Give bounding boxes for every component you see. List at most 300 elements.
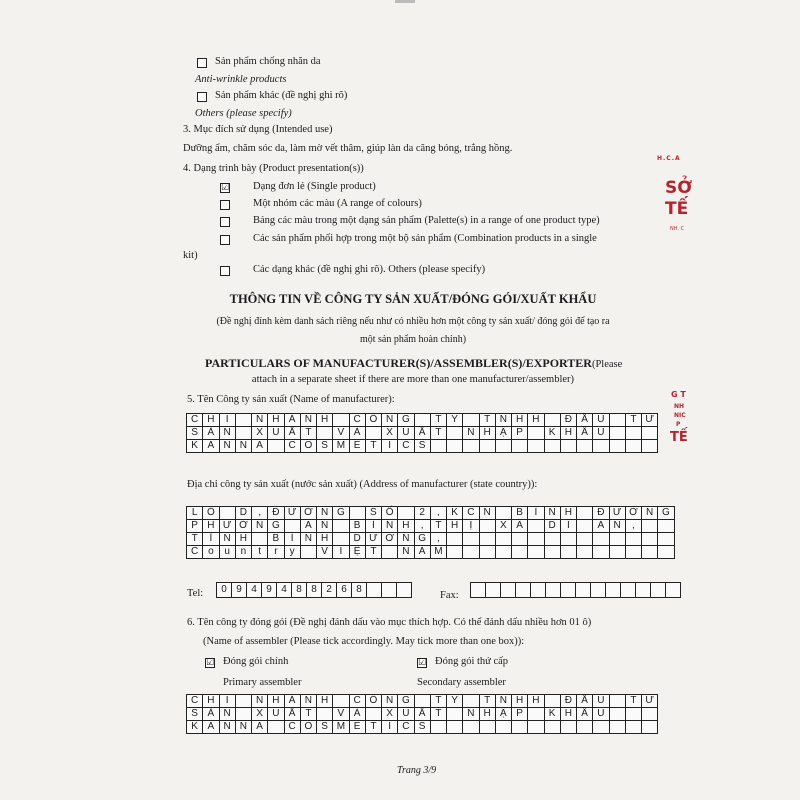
- char-cell[interactable]: [528, 427, 544, 440]
- digit-cell[interactable]: 8: [292, 583, 307, 598]
- checkbox-others[interactable]: [197, 92, 207, 102]
- char-cell[interactable]: T: [430, 695, 446, 708]
- char-cell[interactable]: [463, 414, 479, 427]
- char-cell[interactable]: U: [398, 427, 414, 440]
- char-cell[interactable]: N: [252, 520, 268, 533]
- char-cell[interactable]: [447, 721, 463, 734]
- char-cell[interactable]: T: [365, 546, 381, 559]
- digit-cell[interactable]: [397, 583, 412, 598]
- char-cell[interactable]: [495, 533, 511, 546]
- char-cell[interactable]: N: [252, 695, 268, 708]
- char-cell[interactable]: [642, 427, 658, 440]
- char-cell[interactable]: N: [219, 708, 235, 721]
- char-cell[interactable]: Y: [447, 695, 463, 708]
- char-cell[interactable]: N: [219, 427, 235, 440]
- char-cell[interactable]: [658, 520, 674, 533]
- char-cell[interactable]: O: [300, 440, 316, 453]
- char-cell[interactable]: Ấ: [414, 708, 430, 721]
- char-cell[interactable]: Ờ: [300, 507, 316, 520]
- char-cell[interactable]: H: [560, 427, 576, 440]
- digit-cell[interactable]: [501, 583, 516, 598]
- char-cell[interactable]: K: [544, 708, 560, 721]
- char-cell[interactable]: H: [203, 695, 219, 708]
- char-cell[interactable]: S: [317, 721, 333, 734]
- digit-cell[interactable]: [636, 583, 651, 598]
- char-cell[interactable]: Ấ: [414, 427, 430, 440]
- char-cell[interactable]: Ả: [203, 708, 219, 721]
- char-cell[interactable]: [463, 695, 479, 708]
- char-cell[interactable]: [609, 427, 625, 440]
- char-cell[interactable]: Ư: [365, 533, 381, 546]
- char-cell[interactable]: [463, 533, 479, 546]
- char-cell[interactable]: Đ: [593, 507, 609, 520]
- char-cell[interactable]: [447, 427, 463, 440]
- char-cell[interactable]: K: [544, 427, 560, 440]
- char-cell[interactable]: H: [203, 520, 219, 533]
- char-cell[interactable]: P: [187, 520, 203, 533]
- char-cell[interactable]: ,: [430, 533, 446, 546]
- char-cell[interactable]: [447, 440, 463, 453]
- char-cell[interactable]: Ư: [609, 507, 625, 520]
- char-cell[interactable]: [365, 427, 381, 440]
- char-cell[interactable]: A: [252, 721, 268, 734]
- char-cell[interactable]: Ờ: [625, 507, 641, 520]
- char-cell[interactable]: [609, 721, 625, 734]
- char-cell[interactable]: [479, 520, 495, 533]
- checkbox-single-product[interactable]: ☑: [221, 183, 230, 193]
- char-cell[interactable]: [512, 533, 528, 546]
- char-cell[interactable]: E: [349, 440, 365, 453]
- char-cell[interactable]: [528, 546, 544, 559]
- digit-cell[interactable]: [367, 583, 382, 598]
- char-cell[interactable]: Ã: [512, 520, 528, 533]
- char-cell[interactable]: Đ: [560, 414, 576, 427]
- char-cell[interactable]: G: [414, 533, 430, 546]
- char-cell[interactable]: [642, 440, 658, 453]
- char-cell[interactable]: H: [268, 695, 284, 708]
- char-cell[interactable]: [577, 546, 593, 559]
- char-cell[interactable]: [479, 533, 495, 546]
- char-cell[interactable]: [333, 520, 349, 533]
- char-cell[interactable]: B: [349, 520, 365, 533]
- assembler-name-grid[interactable]: [186, 694, 658, 734]
- char-cell[interactable]: Ẩ: [577, 708, 593, 721]
- char-cell[interactable]: [544, 533, 560, 546]
- char-cell[interactable]: P: [512, 708, 528, 721]
- char-cell[interactable]: [219, 507, 235, 520]
- digit-cell[interactable]: 2: [322, 583, 337, 598]
- char-cell[interactable]: Ư: [642, 414, 658, 427]
- char-cell[interactable]: 2: [414, 507, 430, 520]
- char-cell[interactable]: [463, 546, 479, 559]
- char-cell[interactable]: N: [382, 520, 398, 533]
- char-cell[interactable]: G: [398, 414, 414, 427]
- char-cell[interactable]: T: [300, 427, 316, 440]
- char-cell[interactable]: C: [463, 507, 479, 520]
- char-cell[interactable]: [414, 414, 430, 427]
- digit-cell[interactable]: [471, 583, 486, 598]
- char-cell[interactable]: [593, 533, 609, 546]
- char-cell[interactable]: H: [447, 520, 463, 533]
- char-cell[interactable]: Ư: [219, 520, 235, 533]
- digit-cell[interactable]: 8: [307, 583, 322, 598]
- char-cell[interactable]: ,: [252, 507, 268, 520]
- char-cell[interactable]: H: [235, 533, 251, 546]
- char-cell[interactable]: o: [203, 546, 219, 559]
- char-cell[interactable]: U: [593, 708, 609, 721]
- char-cell[interactable]: S: [317, 440, 333, 453]
- checkbox-other-forms[interactable]: [220, 266, 230, 276]
- char-cell[interactable]: T: [300, 708, 316, 721]
- char-cell[interactable]: [609, 533, 625, 546]
- digit-cell[interactable]: [606, 583, 621, 598]
- char-cell[interactable]: B: [268, 533, 284, 546]
- char-cell[interactable]: C: [284, 440, 300, 453]
- char-cell[interactable]: [658, 546, 674, 559]
- char-cell[interactable]: [284, 520, 300, 533]
- char-cell[interactable]: E: [349, 721, 365, 734]
- char-cell[interactable]: U: [268, 427, 284, 440]
- char-cell[interactable]: [642, 546, 658, 559]
- char-cell[interactable]: M: [333, 721, 349, 734]
- char-cell[interactable]: Ì: [284, 533, 300, 546]
- char-cell[interactable]: S: [414, 721, 430, 734]
- char-cell[interactable]: n: [235, 546, 251, 559]
- char-cell[interactable]: [479, 721, 495, 734]
- char-cell[interactable]: ,: [414, 520, 430, 533]
- char-cell[interactable]: [365, 708, 381, 721]
- char-cell[interactable]: Đ: [268, 507, 284, 520]
- char-cell[interactable]: G: [333, 507, 349, 520]
- char-cell[interactable]: [593, 546, 609, 559]
- digit-cell[interactable]: [666, 583, 681, 598]
- checkbox-palette[interactable]: [220, 217, 230, 227]
- char-cell[interactable]: [414, 695, 430, 708]
- char-cell[interactable]: C: [187, 695, 203, 708]
- char-cell[interactable]: T: [479, 414, 495, 427]
- char-cell[interactable]: [625, 440, 641, 453]
- char-cell[interactable]: [495, 507, 511, 520]
- char-cell[interactable]: N: [219, 533, 235, 546]
- char-cell[interactable]: [317, 427, 333, 440]
- char-cell[interactable]: G: [658, 507, 674, 520]
- char-cell[interactable]: N: [219, 721, 235, 734]
- char-cell[interactable]: H: [512, 695, 528, 708]
- char-cell[interactable]: T: [187, 533, 203, 546]
- char-cell[interactable]: X: [382, 708, 398, 721]
- char-cell[interactable]: L: [187, 507, 203, 520]
- char-cell[interactable]: N: [235, 440, 251, 453]
- char-cell[interactable]: N: [398, 546, 414, 559]
- char-cell[interactable]: Ị: [463, 520, 479, 533]
- char-cell[interactable]: [642, 533, 658, 546]
- char-cell[interactable]: Y: [447, 414, 463, 427]
- char-cell[interactable]: V: [333, 427, 349, 440]
- char-cell[interactable]: [528, 721, 544, 734]
- char-cell[interactable]: N: [317, 520, 333, 533]
- char-cell[interactable]: C: [349, 414, 365, 427]
- char-cell[interactable]: N: [235, 721, 251, 734]
- char-cell[interactable]: T: [430, 520, 446, 533]
- char-cell[interactable]: [333, 414, 349, 427]
- char-cell[interactable]: [577, 440, 593, 453]
- char-cell[interactable]: H: [317, 414, 333, 427]
- digit-cell[interactable]: 6: [337, 583, 352, 598]
- char-cell[interactable]: N: [463, 427, 479, 440]
- digit-cell[interactable]: 9: [232, 583, 247, 598]
- char-cell[interactable]: À: [349, 708, 365, 721]
- char-cell[interactable]: U: [593, 414, 609, 427]
- char-cell[interactable]: N: [544, 507, 560, 520]
- char-cell[interactable]: N: [300, 695, 316, 708]
- char-cell[interactable]: [544, 721, 560, 734]
- char-cell[interactable]: [430, 440, 446, 453]
- char-cell[interactable]: Ấ: [284, 427, 300, 440]
- char-cell[interactable]: [235, 414, 251, 427]
- char-cell[interactable]: H: [528, 695, 544, 708]
- char-cell[interactable]: [495, 546, 511, 559]
- char-cell[interactable]: [479, 440, 495, 453]
- char-cell[interactable]: [593, 721, 609, 734]
- digit-cell[interactable]: 4: [247, 583, 262, 598]
- char-cell[interactable]: u: [219, 546, 235, 559]
- char-cell[interactable]: Ơ: [382, 533, 398, 546]
- char-cell[interactable]: H: [268, 414, 284, 427]
- char-cell[interactable]: K: [187, 440, 203, 453]
- char-cell[interactable]: [625, 427, 641, 440]
- char-cell[interactable]: A: [593, 520, 609, 533]
- char-cell[interactable]: [609, 440, 625, 453]
- char-cell[interactable]: [447, 546, 463, 559]
- manufacturer-address-grid[interactable]: [186, 506, 675, 559]
- checkbox-antiwrinkle[interactable]: [197, 58, 207, 68]
- char-cell[interactable]: A: [300, 520, 316, 533]
- char-cell[interactable]: [577, 507, 593, 520]
- char-cell[interactable]: [642, 708, 658, 721]
- char-cell[interactable]: Ầ: [577, 695, 593, 708]
- char-cell[interactable]: M: [430, 546, 446, 559]
- tel-grid[interactable]: [216, 582, 412, 598]
- char-cell[interactable]: H: [560, 708, 576, 721]
- char-cell[interactable]: [609, 414, 625, 427]
- char-cell[interactable]: [512, 440, 528, 453]
- char-cell[interactable]: [528, 533, 544, 546]
- checkbox-primary-assembler[interactable]: ☑: [206, 658, 215, 668]
- char-cell[interactable]: C: [187, 414, 203, 427]
- char-cell[interactable]: N: [463, 708, 479, 721]
- char-cell[interactable]: A: [203, 721, 219, 734]
- char-cell[interactable]: V: [317, 546, 333, 559]
- char-cell[interactable]: N: [398, 533, 414, 546]
- char-cell[interactable]: I: [382, 440, 398, 453]
- char-cell[interactable]: Ô: [365, 414, 381, 427]
- char-cell[interactable]: Ô: [365, 695, 381, 708]
- digit-cell[interactable]: [531, 583, 546, 598]
- char-cell[interactable]: [463, 721, 479, 734]
- char-cell[interactable]: N: [495, 695, 511, 708]
- char-cell[interactable]: G: [398, 695, 414, 708]
- char-cell[interactable]: O: [300, 721, 316, 734]
- digit-cell[interactable]: [591, 583, 606, 598]
- char-cell[interactable]: K: [447, 507, 463, 520]
- manufacturer-name-grid[interactable]: [186, 413, 658, 453]
- char-cell[interactable]: V: [333, 708, 349, 721]
- char-cell[interactable]: N: [300, 533, 316, 546]
- char-cell[interactable]: D: [544, 520, 560, 533]
- char-cell[interactable]: N: [609, 520, 625, 533]
- char-cell[interactable]: [268, 721, 284, 734]
- char-cell[interactable]: Ả: [203, 427, 219, 440]
- char-cell[interactable]: T: [479, 695, 495, 708]
- char-cell[interactable]: N: [300, 414, 316, 427]
- char-cell[interactable]: T: [430, 414, 446, 427]
- char-cell[interactable]: [252, 533, 268, 546]
- char-cell[interactable]: I: [219, 414, 235, 427]
- char-cell[interactable]: [528, 520, 544, 533]
- char-cell[interactable]: H: [203, 414, 219, 427]
- char-cell[interactable]: [463, 440, 479, 453]
- char-cell[interactable]: Ệ: [349, 546, 365, 559]
- char-cell[interactable]: H: [317, 533, 333, 546]
- char-cell[interactable]: G: [268, 520, 284, 533]
- char-cell[interactable]: T: [365, 721, 381, 734]
- char-cell[interactable]: [447, 708, 463, 721]
- char-cell[interactable]: M: [333, 440, 349, 453]
- char-cell[interactable]: X: [252, 427, 268, 440]
- char-cell[interactable]: [560, 721, 576, 734]
- fax-grid[interactable]: [470, 582, 681, 598]
- char-cell[interactable]: Ư: [284, 507, 300, 520]
- char-cell[interactable]: [512, 546, 528, 559]
- char-cell[interactable]: H: [479, 427, 495, 440]
- char-cell[interactable]: B: [512, 507, 528, 520]
- char-cell[interactable]: T: [625, 414, 641, 427]
- char-cell[interactable]: r: [268, 546, 284, 559]
- char-cell[interactable]: S: [365, 507, 381, 520]
- char-cell[interactable]: [300, 546, 316, 559]
- char-cell[interactable]: [512, 721, 528, 734]
- char-cell[interactable]: Ậ: [495, 708, 511, 721]
- char-cell[interactable]: N: [252, 414, 268, 427]
- char-cell[interactable]: ,: [430, 507, 446, 520]
- char-cell[interactable]: N: [642, 507, 658, 520]
- char-cell[interactable]: [625, 708, 641, 721]
- char-cell[interactable]: Ì: [365, 520, 381, 533]
- char-cell[interactable]: N: [479, 507, 495, 520]
- char-cell[interactable]: [642, 520, 658, 533]
- char-cell[interactable]: Ỉ: [203, 533, 219, 546]
- char-cell[interactable]: [560, 440, 576, 453]
- char-cell[interactable]: Ầ: [577, 414, 593, 427]
- char-cell[interactable]: [235, 427, 251, 440]
- char-cell[interactable]: [593, 440, 609, 453]
- digit-cell[interactable]: [651, 583, 666, 598]
- char-cell[interactable]: [544, 440, 560, 453]
- char-cell[interactable]: ,: [625, 520, 641, 533]
- char-cell[interactable]: X: [252, 708, 268, 721]
- char-cell[interactable]: P: [512, 427, 528, 440]
- digit-cell[interactable]: 8: [352, 583, 367, 598]
- char-cell[interactable]: H: [398, 520, 414, 533]
- char-cell[interactable]: Đ: [560, 695, 576, 708]
- char-cell[interactable]: U: [268, 708, 284, 721]
- char-cell[interactable]: I: [382, 721, 398, 734]
- char-cell[interactable]: [625, 546, 641, 559]
- char-cell[interactable]: Á: [284, 695, 300, 708]
- char-cell[interactable]: N: [219, 440, 235, 453]
- char-cell[interactable]: [625, 721, 641, 734]
- char-cell[interactable]: U: [398, 708, 414, 721]
- char-cell[interactable]: [333, 533, 349, 546]
- char-cell[interactable]: T: [625, 695, 641, 708]
- char-cell[interactable]: [398, 507, 414, 520]
- char-cell[interactable]: [495, 440, 511, 453]
- char-cell[interactable]: [642, 721, 658, 734]
- char-cell[interactable]: [609, 695, 625, 708]
- char-cell[interactable]: T: [430, 427, 446, 440]
- char-cell[interactable]: [479, 546, 495, 559]
- char-cell[interactable]: H: [317, 695, 333, 708]
- char-cell[interactable]: S: [187, 708, 203, 721]
- char-cell[interactable]: A: [252, 440, 268, 453]
- char-cell[interactable]: [577, 520, 593, 533]
- char-cell[interactable]: Ậ: [495, 427, 511, 440]
- char-cell[interactable]: H: [528, 414, 544, 427]
- digit-cell[interactable]: [382, 583, 397, 598]
- digit-cell[interactable]: [486, 583, 501, 598]
- char-cell[interactable]: Ẩ: [577, 427, 593, 440]
- char-cell[interactable]: [528, 440, 544, 453]
- char-cell[interactable]: C: [398, 440, 414, 453]
- char-cell[interactable]: K: [187, 721, 203, 734]
- char-cell[interactable]: N: [382, 695, 398, 708]
- char-cell[interactable]: [577, 533, 593, 546]
- char-cell[interactable]: H: [560, 507, 576, 520]
- char-cell[interactable]: [544, 414, 560, 427]
- digit-cell[interactable]: [561, 583, 576, 598]
- char-cell[interactable]: [528, 708, 544, 721]
- char-cell[interactable]: [235, 695, 251, 708]
- char-cell[interactable]: C: [398, 721, 414, 734]
- digit-cell[interactable]: 9: [262, 583, 277, 598]
- char-cell[interactable]: S: [414, 440, 430, 453]
- char-cell[interactable]: [317, 708, 333, 721]
- char-cell[interactable]: [560, 546, 576, 559]
- char-cell[interactable]: T: [430, 708, 446, 721]
- char-cell[interactable]: C: [349, 695, 365, 708]
- char-cell[interactable]: [625, 533, 641, 546]
- char-cell[interactable]: S: [187, 427, 203, 440]
- char-cell[interactable]: A: [414, 546, 430, 559]
- char-cell[interactable]: Ấ: [284, 708, 300, 721]
- char-cell[interactable]: C: [187, 546, 203, 559]
- char-cell[interactable]: [349, 507, 365, 520]
- digit-cell[interactable]: [516, 583, 531, 598]
- digit-cell[interactable]: [546, 583, 561, 598]
- char-cell[interactable]: t: [252, 546, 268, 559]
- char-cell[interactable]: Ì: [528, 507, 544, 520]
- char-cell[interactable]: Ố: [382, 507, 398, 520]
- digit-cell[interactable]: 0: [217, 583, 232, 598]
- char-cell[interactable]: A: [203, 440, 219, 453]
- char-cell[interactable]: T: [365, 440, 381, 453]
- char-cell[interactable]: X: [495, 520, 511, 533]
- checkbox-combination[interactable]: [220, 235, 230, 245]
- digit-cell[interactable]: [576, 583, 591, 598]
- char-cell[interactable]: [577, 721, 593, 734]
- char-cell[interactable]: [430, 721, 446, 734]
- char-cell[interactable]: Ư: [642, 695, 658, 708]
